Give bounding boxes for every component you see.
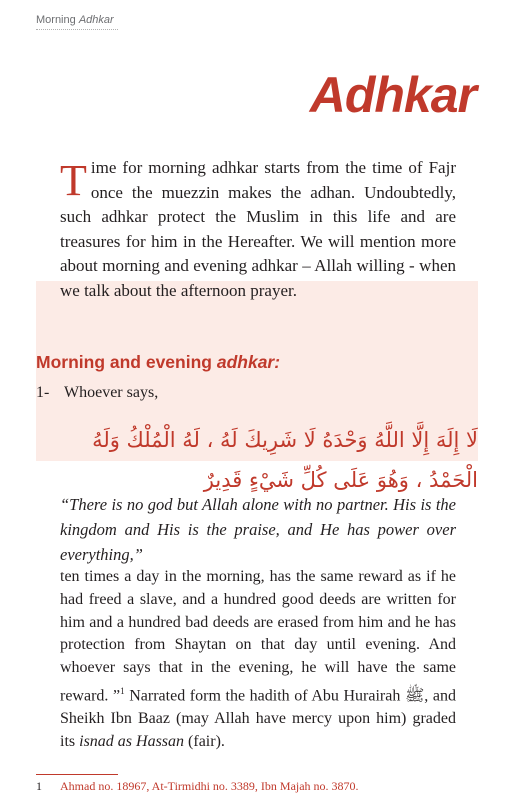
section-heading xyxy=(36,352,280,373)
translation: “There is no god but Allah alone with no partner. His is the kingdom and His is the praise, and He has power over everything,” xyxy=(60,495,456,564)
footnote xyxy=(36,779,359,794)
footnote-number: 1 xyxy=(36,779,42,793)
item-number: 1- xyxy=(36,384,50,401)
body-part-1: ten times a day in the morning, has the same reward as if he had freed a slave, and a hundred good deeds are written for him and a hundred bad deeds are erased from him and he has protection from Shaytan on that day until evening. And whoever says that in the evening, he will have the same reward. ” xyxy=(60,568,456,705)
body-paragraph xyxy=(60,566,456,754)
section-heading-prefix: Morning and evening xyxy=(36,352,217,372)
footnote-rule xyxy=(36,774,118,775)
item-lead: Whoever says, xyxy=(64,384,159,401)
section-heading-emphasis: adhkar: xyxy=(216,352,281,372)
body-emphasis: isnad as Hassan xyxy=(79,732,185,750)
chapter-title: Adhkar xyxy=(309,67,476,123)
arabic-dhikr: لَا إِلَهَ إِلَّا اللَّهُ وَحْدَهُ لَا شَرِيكَ لَهُ ، لَهُ الْمُلْكُ وَلَهُ الْحَمْدُ ، وَهُوَ عَلَى كُلِّ شَيْءٍ قَدِيرٌ xyxy=(92,428,478,492)
intro-paragraph xyxy=(60,156,456,304)
drop-cap: T xyxy=(60,156,87,205)
body-part-2: Narrated form the hadith of Abu Hurairah ﷺ, and Sheikh Ibn Baaz (may Allah have mercy upon him) graded its xyxy=(60,687,456,750)
body-part-3: (fair). xyxy=(184,732,225,750)
running-head xyxy=(36,14,118,30)
footnote-text: Ahmad no. 18967, At-Tirmidhi no. 3389, Ibn Majah no. 3870. xyxy=(60,779,359,793)
intro-text: ime for morning adhkar starts from the time of Fajr once the muezzin makes the adhan. Undoubtedly, such adhkar protect the Muslim in this life and are treasures for him in the Hereafter. We will mention more about morning and evening adhkar – Allah willing - when we talk about the afternoon prayer. xyxy=(60,158,456,300)
running-head-prefix: Morning xyxy=(36,14,76,26)
footnote-ref[interactable]: 1 xyxy=(120,685,125,696)
running-head-emphasis: Adhkar xyxy=(78,14,114,26)
